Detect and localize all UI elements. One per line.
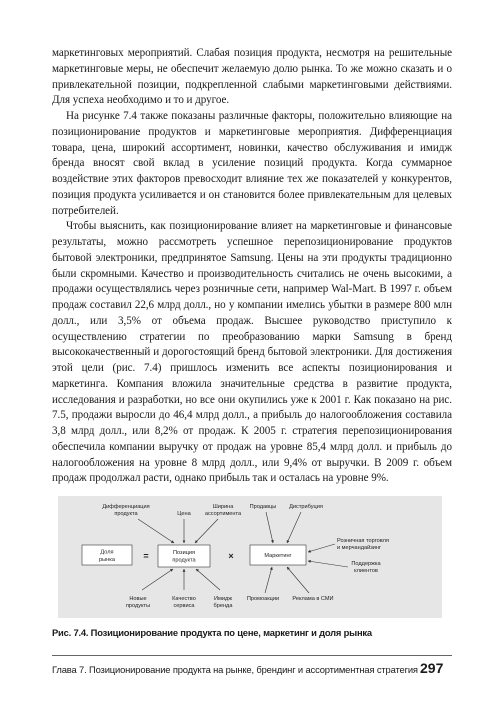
brand-image-label-line1: Имидж (214, 596, 232, 602)
footer-divider (52, 655, 452, 656)
differentiation-label-line2: продукта (114, 511, 138, 517)
arrow-promotions (265, 567, 272, 593)
paragraph-3: Чтобы выяснить, как позиционирование влияет на маркетинговые и финансовые результаты, можно рассмотреть успешное перепозиционирование продуктов бытовой электроники, предпринятое Samsung. Цены на эти продукты традиционно были скромными. Качество и производительность считались не очень высокими, а продажи осуществлялись через розничные сети, например Wal-Mart. В 1997 г. объем продаж составил 22,6 млрд долл., но у компании имелись убытки в размере 800 млн долл., или 3,5% от объема продаж. Высшее руководство приступило к осуществлению стратегии по преобразованию марки Samsung в бренд высококачественный и дорогостоящий бренд бытовой электроники. Для достижения этой цели (рис. 7.4) пришлось изменить все аспекты позиционирования и маркетинга. Компания вложила значительные средства в развитие продукта, исследования и разработки, но все они окупились уже к 2001 г. Как показано на рис. 7.5, продажи выросли до 46,4 млрд долл., а прибыль до налогообложения составила 3,8 млрд долл., или 8,2% от продаж. К 2005 г. стратегия перепозиционирования обеспечила компании выручку от продаж на уровне 85,4 млрд долл. и прибыль до налогообложения на уровне 8 млрд долл., или 9,4% от выручки. В 2009 г. объем продаж продолжал расти, однако прибыль так и осталась на уровне 9%. (52, 220, 452, 485)
service-label-line1: Качество (172, 596, 196, 602)
times-sign: × (228, 551, 234, 561)
service-label-line2: сервиса (173, 603, 195, 609)
marketing-label: Маркетинг (264, 553, 292, 559)
arrow-assortment (195, 519, 218, 543)
arrow-media-ads (287, 567, 309, 593)
new-products-label-line2: продукты (125, 603, 151, 609)
arrow-support (308, 561, 348, 567)
price-label: Цена (177, 511, 191, 517)
paragraph-1: маркетинговых мероприятий. Слабая позиция продукта, несмотря на решительные маркетинговые меры, не обеспечит желаемую долю рынка. То же можно сказать и о привлекательной позиции, подкрепленной слабыми маркетинговыми действиями. Для успеха необходимо и то и другое. (52, 47, 452, 107)
differentiation-label-line1: Дифференциация (102, 504, 150, 510)
body-text (52, 46, 452, 487)
arrow-distribution (287, 512, 301, 543)
figure-caption: Рис. 7.4. Позиционирование продукта по цене, маркетинг и доля рынка (52, 627, 372, 638)
market-share-label-line2: рынка (99, 557, 115, 563)
positioning-diagram (58, 496, 442, 618)
arrow-retail (308, 544, 335, 552)
product-position-label-line2: продукта (172, 557, 196, 564)
running-footer: Глава 7. Позиционирование продукта на рынке, брендинг и ассортиментная стратегия (52, 664, 418, 675)
support-label-line1: Поддержка (351, 561, 381, 567)
distribution-label: Дистрибуция (289, 504, 323, 510)
product-position-box (158, 545, 210, 567)
arrow-differentiation (138, 519, 174, 543)
retail-label-line2: и мерчандайзинг (337, 545, 382, 551)
figure-7-4 (58, 496, 442, 618)
retail-label-line1: Розничная торговля (337, 538, 389, 544)
brand-image-label-line2: бренда (213, 603, 233, 609)
assortment-label-line2: ассортимента (204, 511, 242, 517)
new-products-label-line1: Новые (129, 596, 147, 602)
market-share-label-line1: Доля (100, 549, 114, 556)
equals-sign: = (143, 551, 149, 561)
arrow-new-products (142, 569, 173, 590)
product-position-label-line1: Позиция (172, 550, 196, 556)
support-label-line2: клиентов (354, 568, 378, 574)
arrow-brand-image (196, 569, 220, 590)
paragraph-2: На рисунке 7.4 также показаны различные факторы, положительно влияющие на позиционирование продуктов и маркетинговые мероприятия. Дифференциация товара, цена, широкий ассортимент, новинки, качество обслуживания и имидж бренда вносят свой вклад в усиление позиций продукта. Когда суммарное воздействие этих факторов превосходит влияние тех же показателей у конкурентов, позиция продукта усиливается и он становится более привлекательным для целевых потребителей. (52, 110, 452, 217)
assortment-label-line1: Ширина (212, 504, 234, 510)
media-ads-label: Реклама в СМИ (292, 596, 334, 602)
sellers-label: Продавцы (249, 504, 277, 510)
promotions-label: Промоакции (246, 596, 280, 602)
arrow-sellers (266, 512, 273, 543)
page-number: 297 (420, 660, 444, 676)
